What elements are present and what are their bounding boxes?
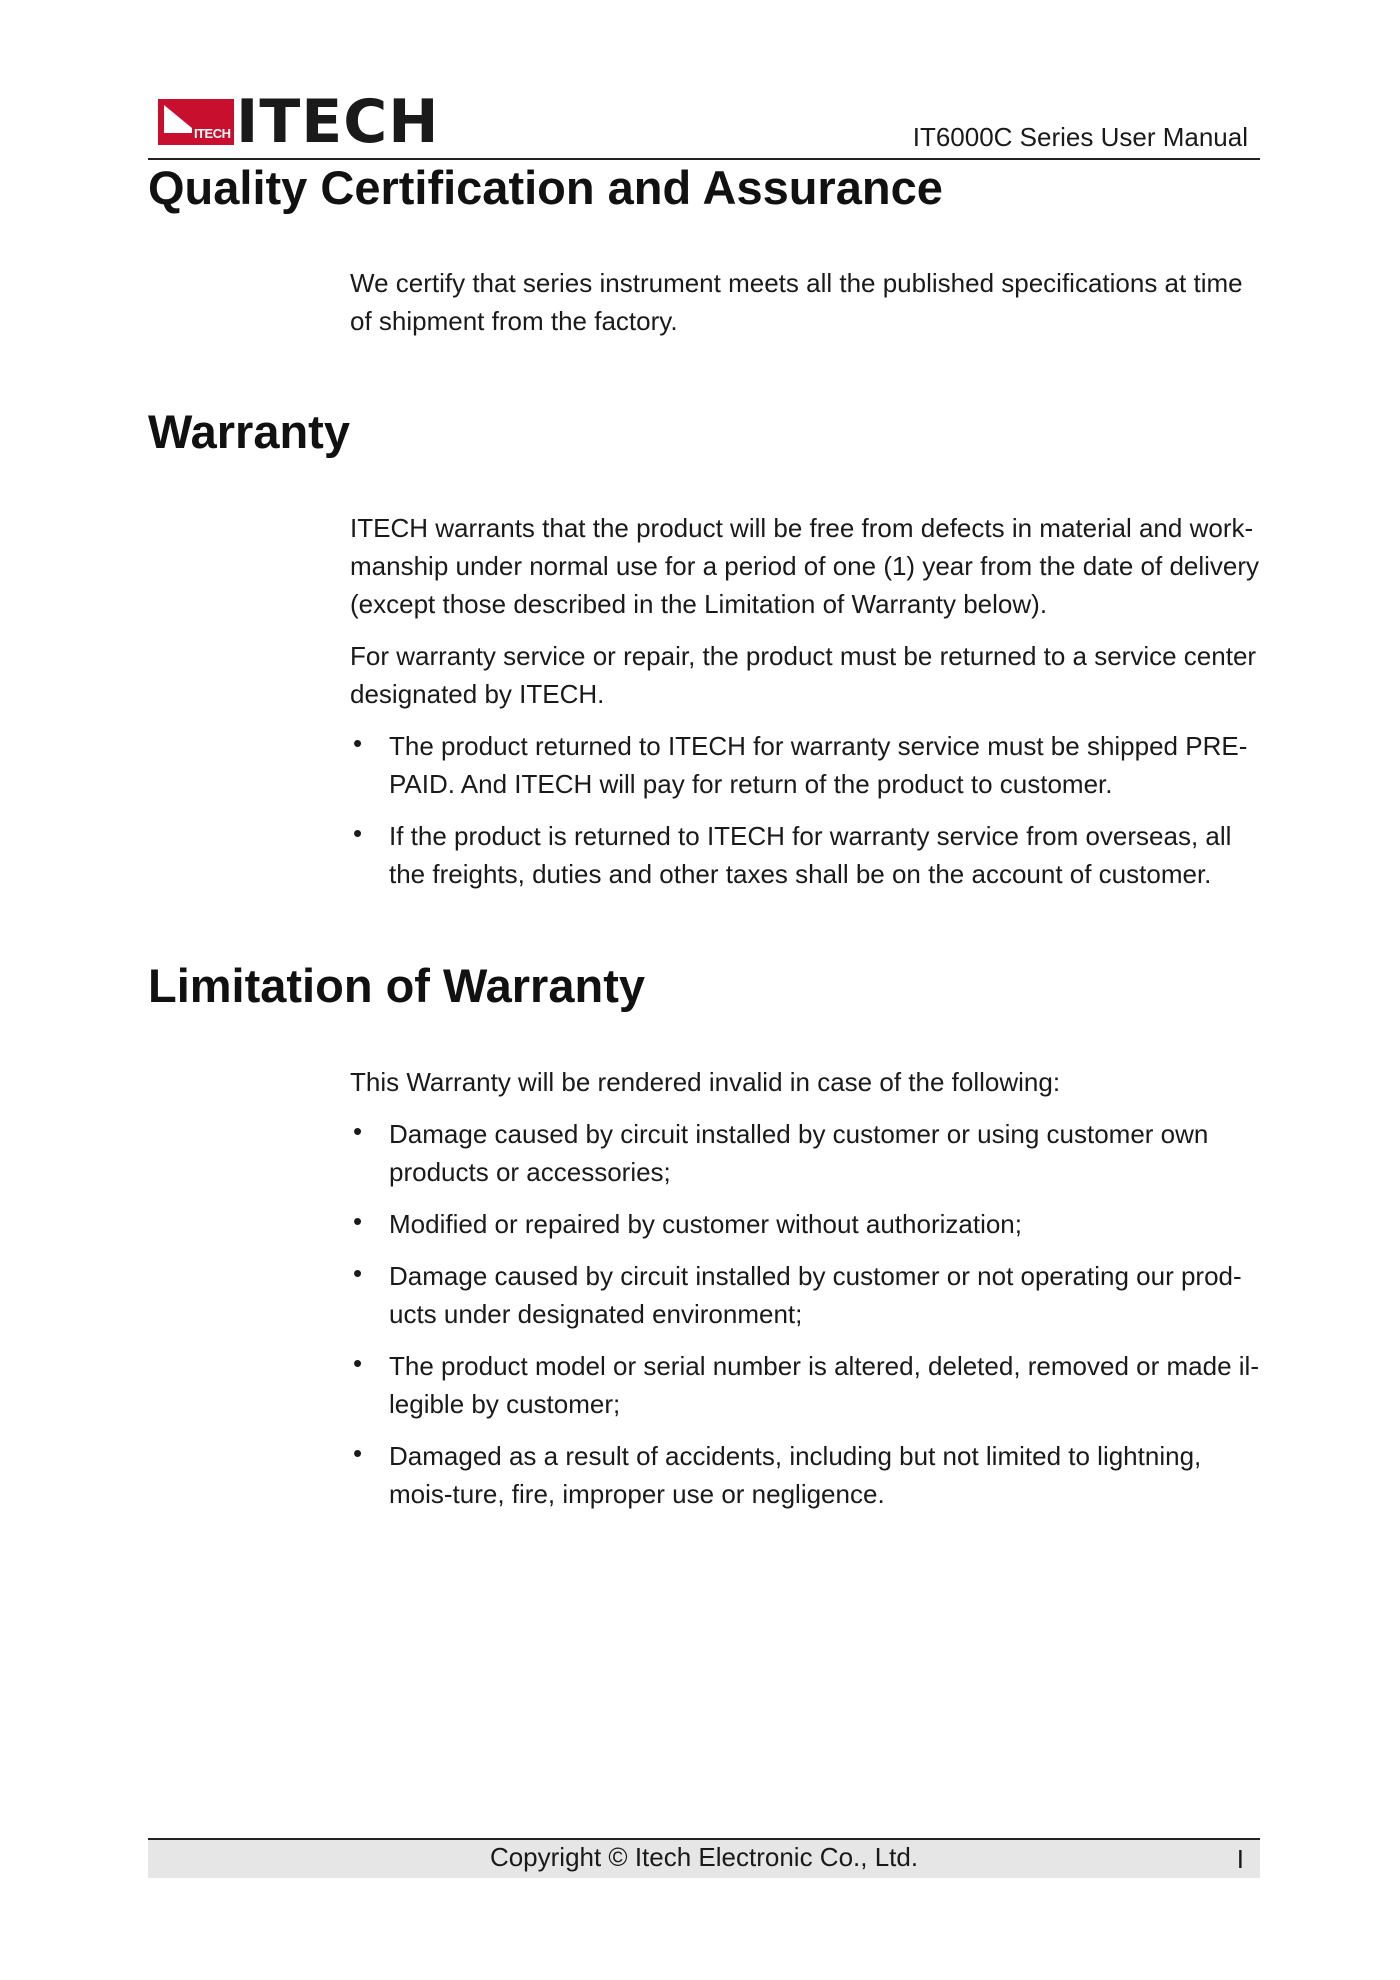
list-item [350,1437,1260,1513]
itech-logo [158,87,440,157]
warranty-paragraph-1: ITECH warrants that the product will be free from defects in material and work-manship under normal use for a period of one (1) year from the date of delivery (except those described in the Limitation of Warranty below). [350,513,1260,619]
page-footer [148,1838,1260,1878]
list-item [350,817,1260,893]
list-item [350,1115,1260,1191]
list-item [350,727,1260,803]
warranty-bullet-list [350,727,1260,893]
list-item-text: If the product is returned to ITECH for warranty service from overseas, all the freights, duties and other taxes shall be on the account of customer. [389,821,1232,889]
quality-body [350,264,1260,354]
list-item-text: Damage caused by circuit installed by customer or not operating our prod-ucts under designated environment; [389,1261,1242,1329]
bullet-icon: • [353,1438,363,1468]
list-item-text: Modified or repaired by customer without authorization; [389,1209,1022,1239]
bullet-icon: • [353,728,363,758]
limitation-bullet-list [350,1115,1260,1513]
list-item-text: Damage caused by circuit installed by customer or using customer own products or accessories; [389,1119,1209,1187]
page-header [148,87,1260,160]
heading-quality-certification: Quality Certification and Assurance [148,161,943,214]
bullet-icon: • [353,1348,363,1378]
list-item-text: Damaged as a result of accidents, including but not limited to lightning, mois-ture, fire, improper use or negligence. [389,1441,1202,1509]
copyright-text: Copyright © Itech Electronic Co., Ltd. [489,1842,919,1872]
manual-title: IT6000C Series User Manual [912,122,1248,152]
quality-paragraph: We certify that series instrument meets all the published specifications at time of shipment from the factory. [350,268,1243,336]
limitation-intro: This Warranty will be rendered invalid in case of the following: [350,1067,1061,1097]
bullet-icon: • [353,1258,363,1288]
bullet-icon: • [353,818,363,848]
list-item [350,1257,1260,1333]
heading-warranty: Warranty [148,405,350,458]
warranty-paragraph-2: For warranty service or repair, the product must be returned to a service center designated by ITECH. [350,641,1257,709]
list-item-text: The product returned to ITECH for warranty service must be shipped PRE-PAID. And ITECH will pay for return of the product to customer. [389,731,1248,799]
logo-mark-label: ITECH [194,126,231,141]
heading-limitation-of-warranty: Limitation of Warranty [148,959,645,1012]
logo-mark-icon [158,99,234,145]
list-item [350,1205,1260,1243]
bullet-icon: • [353,1116,363,1146]
page-number: I [1236,1844,1244,1874]
limitation-body [350,1063,1260,1527]
list-item-text: The product model or serial number is altered, deleted, removed or made il-legible by customer; [389,1351,1259,1419]
bullet-icon: • [353,1206,363,1236]
warranty-body [350,509,1260,907]
list-item [350,1347,1260,1423]
logo-wordmark: ITECH [236,87,440,157]
